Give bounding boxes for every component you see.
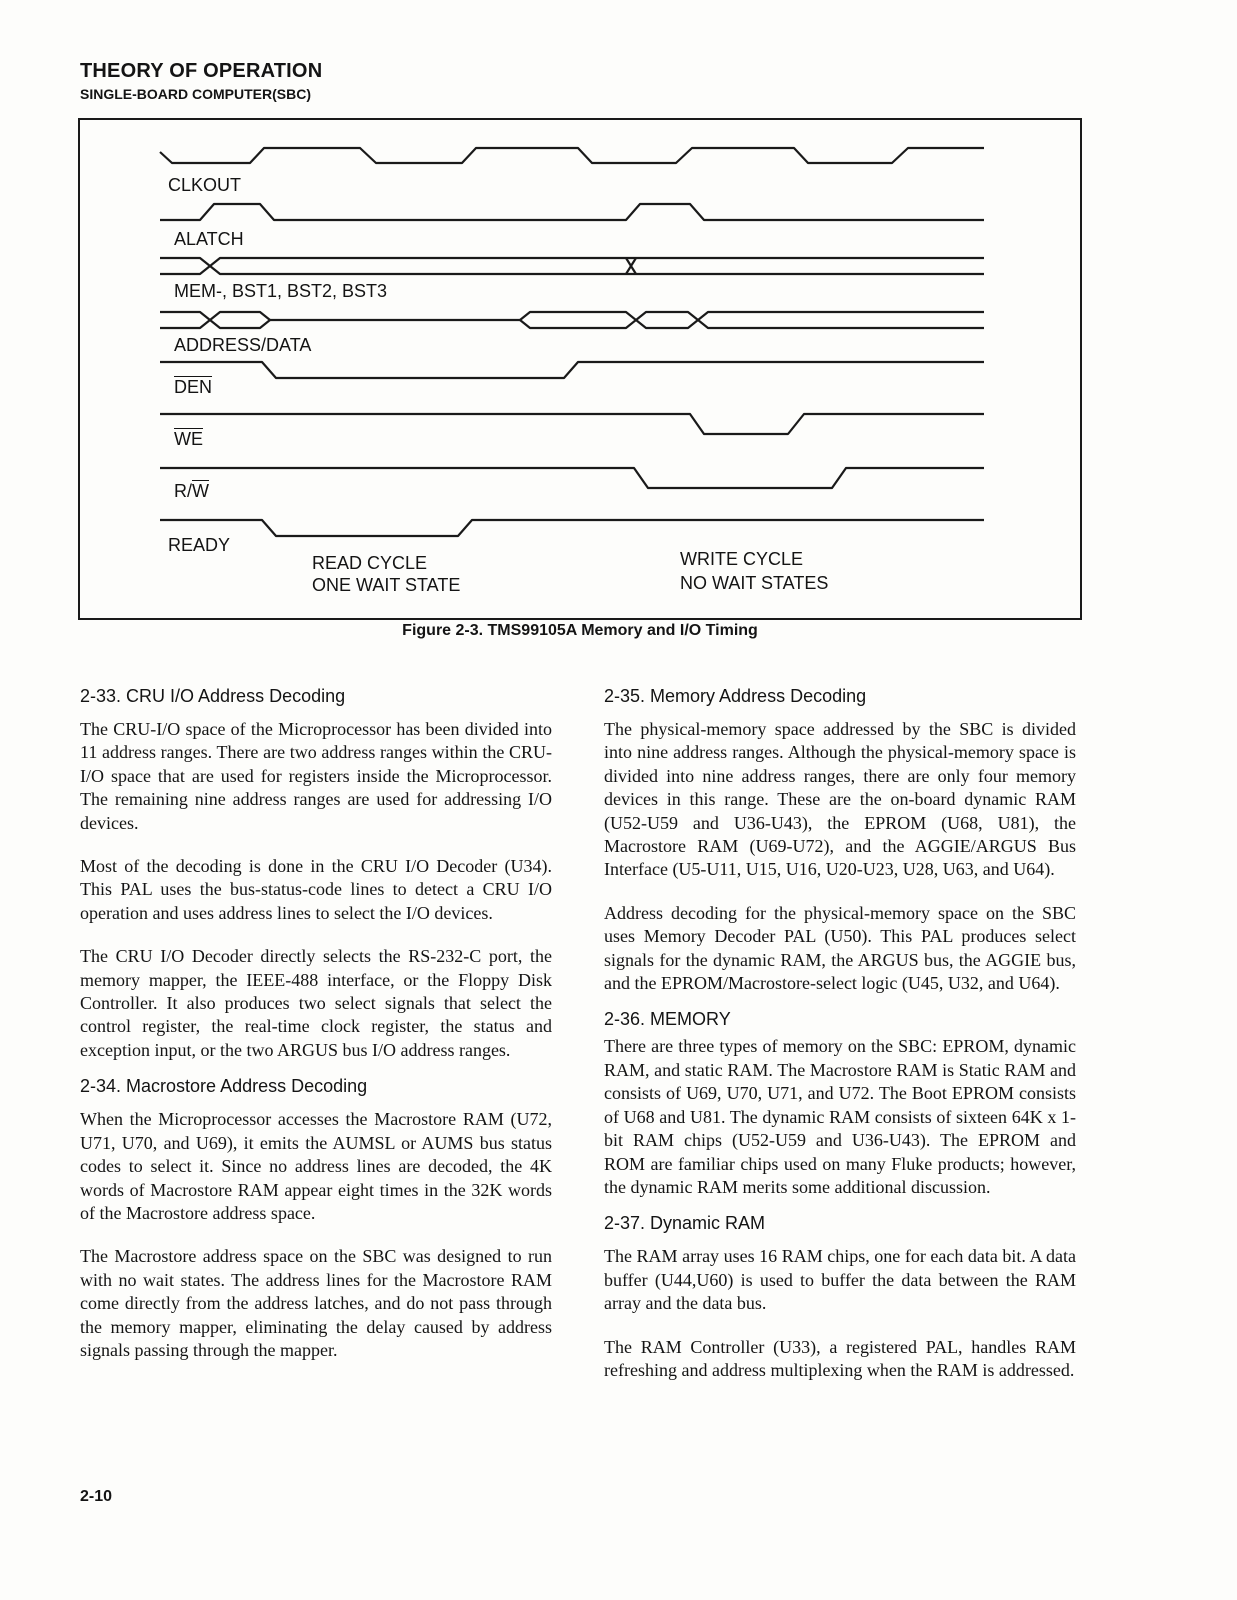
signal-label-den: $\overline{DEN}$ [174,377,213,397]
paragraph-2-33-1: The CRU-I/O space of the Microprocessor has been divided into 11 address ranges. There are two address ranges within the CRU-I/O space that are used for registers inside the Microprocessor. The remaining nine address ranges are used for addressing I/O devices. [80,719,552,833]
page-title: THEORY OF OPERATION [80,60,323,82]
page-number: 2-10 [80,1488,113,1505]
write-cycle-label: WRITE CYCLE [680,549,804,569]
paragraph-2-34-2: The Macrostore address space on the SBC was designed to run with no wait states. The address lines for the Macrostore RAM come directly from the address latches, and do not pass through the memory mapper, eliminating the delay caused by address signals passing through the mapper. [80,1246,552,1360]
signal-label-rw-r: R/ [174,481,192,501]
alatch-waveform [160,204,984,220]
signal-label-address-data: ADDRESS/DATA [174,335,312,355]
mem-bst-waveform [160,258,984,274]
we-waveform [160,414,984,434]
signal-label-rw-w: $\overline{W}$ [192,481,209,501]
paragraph-2-35-1: The physical-memory space addressed by the SBC is divided into nine address ranges. Although the physical-memory space is divided into nine address ranges, there are only four memory devices in this range. These are the on-board dynamic RAM (U52-U59 and U36-U43), the EPROM (U68, U81), the Macrostore RAM (U69-U72), and the AGGIE/ARGUS Bus Interface (U5-U11, U15, U16, U20-U23, U28, U63, and U64). [604,719,1076,880]
write-cycle-wait-label: NO WAIT STATES [680,573,829,593]
signal-label-clkout: CLKOUT [168,175,242,195]
signal-label-alatch: ALATCH [174,229,244,249]
paragraph-2-34-1: When the Microprocessor accesses the Macrostore RAM (U72, U71, U70, and U69), it emits the AUMSL or AUMS bus status codes to select it. Since no address lines are decoded, the 4K words of Macrostore RAM appear eight times in the 32K words of the Macrostore address space. [80,1109,552,1223]
address-data-waveform [160,312,984,328]
paragraph-2-33-2: Most of the decoding is done in the CRU I/O Decoder (U34). This PAL uses the bus-status-code lines to detect a CRU I/O operation and uses address lines to select the I/O devices. [80,856,552,923]
paragraph-2-35-2: Address decoding for the physical-memory space on the SBC uses Memory Decoder PAL (U50). This PAL produces select signals for the dynamic RAM, the ARGUS bus, the AGGIE bus, and the EPROM/Macrostore-select logic (U45, U32, and U64). [604,902,1076,994]
section-heading-2-34: 2-34. Macrostore Address Decoding [80,1076,368,1097]
rw-waveform [160,468,984,488]
signal-label-rw [174,482,209,500]
timing-diagram [78,118,1082,620]
paragraph-2-36-1: There are three types of memory on the SBC: EPROM, dynamic RAM, and static RAM. The Macrostore RAM is Static RAM and consists of U69, U70, U71, and U72. The Boot EPROM consists of U68 and U81. The dynamic RAM consists of sixteen 64K x 1-bit RAM chips (U52-U59 and U36-U43). The EPROM and ROM are familiar chips used on many Fluke products; however, the dynamic RAM merits some additional discussion. [604,1036,1076,1197]
section-heading-2-35: 2-35. Memory Address Decoding [604,686,867,706]
left-column [80,684,552,1382]
ready-waveform [160,520,984,536]
section-heading-2-37: 2-37. Dynamic RAM [604,1213,766,1234]
section-heading-2-36: 2-36. MEMORY [604,1009,731,1030]
section-heading-2-33: 2-33. CRU I/O Address Decoding [80,686,346,706]
paragraph-2-37-2: The RAM Controller (U33), a registered PAL, handles RAM refreshing and address multiplexing when the RAM is addressed. [604,1336,1076,1380]
signal-label-mem-bst: MEM-, BST1, BST2, BST3 [174,281,388,301]
page-subtitle: SINGLE-BOARD COMPUTER(SBC) [80,86,311,102]
paragraph-2-33-3: The CRU I/O Decoder directly selects the RS-232-C port, the memory mapper, the IEEE-488 interface, or the Floppy Disk Controller. It also produces two select signals that select the control register, the real-time clock register, the status and exception input, or the two ARGUS bus I/O address ranges. [80,946,552,1060]
den-waveform [160,362,984,378]
paragraph-2-37-1: The RAM array uses 16 RAM chips, one for each data bit. A data buffer (U44,U60) is used to buffer the data between the RAM array and the data bus. [604,1246,1076,1314]
timing-waveforms [80,120,1084,622]
read-cycle-wait-label: ONE WAIT STATE [312,575,461,595]
signal-label-we: $\overline{WE}$ [174,429,203,449]
clkout-waveform [160,148,984,163]
signal-label-ready: READY [168,535,231,555]
figure-caption: Figure 2-3. TMS99105A Memory and I/O Timing [402,622,758,639]
right-column [604,684,1076,1402]
read-cycle-label: READ CYCLE [312,553,428,573]
